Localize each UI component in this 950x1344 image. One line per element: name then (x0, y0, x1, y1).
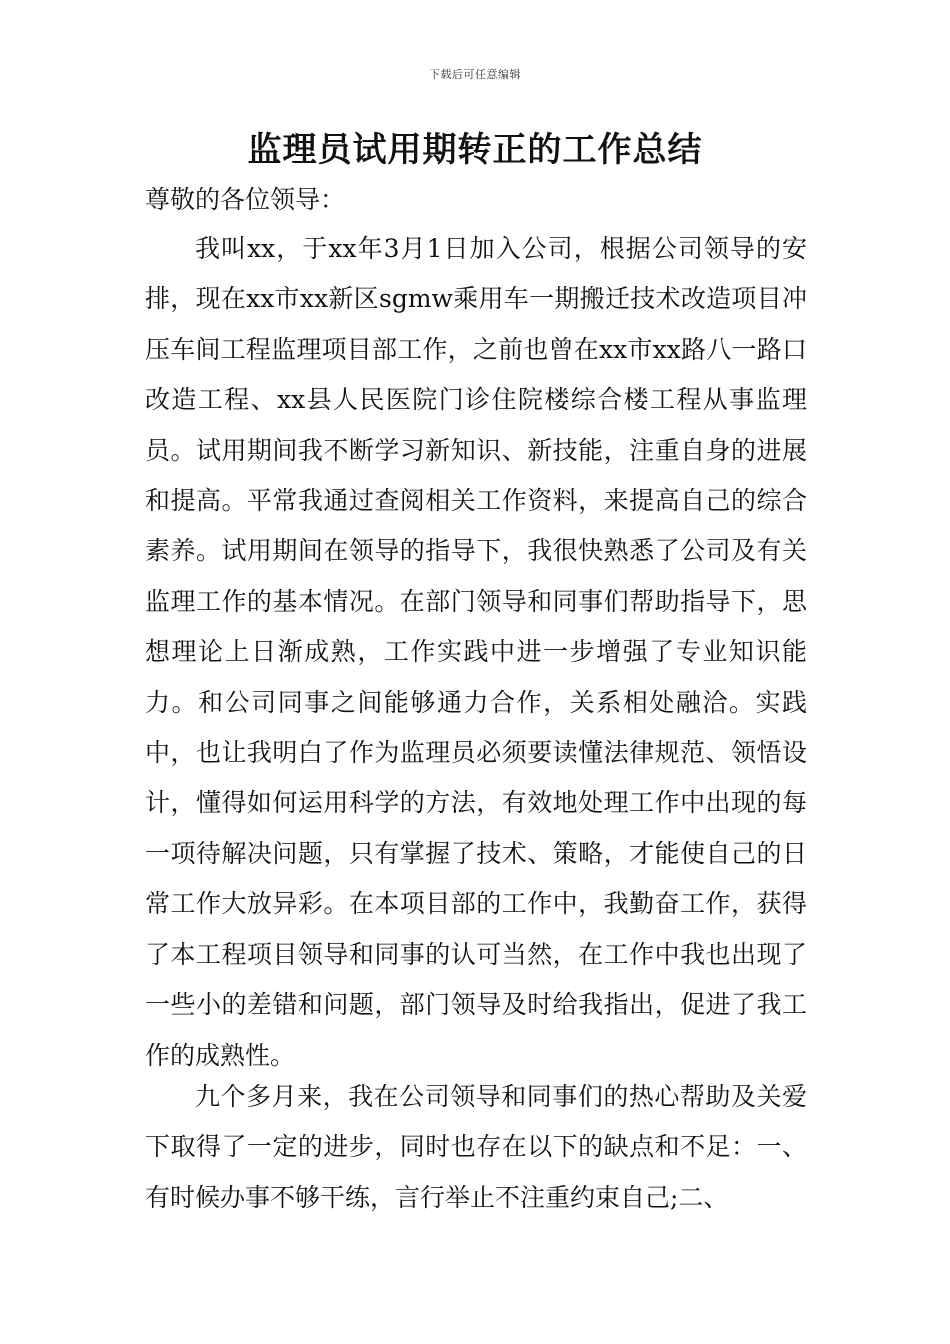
header-note: 下载后可任意编辑 (429, 68, 521, 81)
body-paragraph-1: 我叫xx，于xx年3月1日加入公司，根据公司领导的安排，现在xx市xx新区sgmw乘用车一期搬迁技术改造项目冲压车间工程监理项目部工作，之前也曾在xx市xx路八一路口改造工程、xx县人民医院门诊住院楼综合楼工程从事监理员。试用期间我不断学习新知识、新技能，注重自身的进展和提高。平常我通过查阅相关工作资料，来提高自己的综合素养。试用期间在领导的指导下，我很快熟悉了公司及有关监理工作的基本情况。在部门领导和同事们帮助指导下，思想理论上日渐成熟，工作实践中进一步增强了专业知识能力。和公司同事之间能够通力合作，关系相处融洽。实践中，也让我明白了作为监理员必须要读懂法律规范、领悟设计，懂得如何运用科学的方法，有效地处理工作中出现的每一项待解决问题，只有掌握了技术、策略，才能使自己的日常工作大放异彩。在本项目部的工作中，我勤奋工作，获得了本工程项目领导和同事的认可当然，在工作中我也出现了一些小的差错和问题，部门领导及时给我指出，促进了我工作的成熟性。 (145, 234, 807, 1070)
salutation: 尊敬的各位领导： (145, 185, 346, 214)
document-title: 监理员试用期转正的工作总结 (247, 130, 703, 170)
body-paragraph-2: 九个多月来，我在公司领导和同事们的热心帮助及关爱下取得了一定的进步，同时也存在以下的缺点和不足：一、有时候办事不够干练，言行举止不注重约束自己;二、 (145, 1082, 807, 1212)
